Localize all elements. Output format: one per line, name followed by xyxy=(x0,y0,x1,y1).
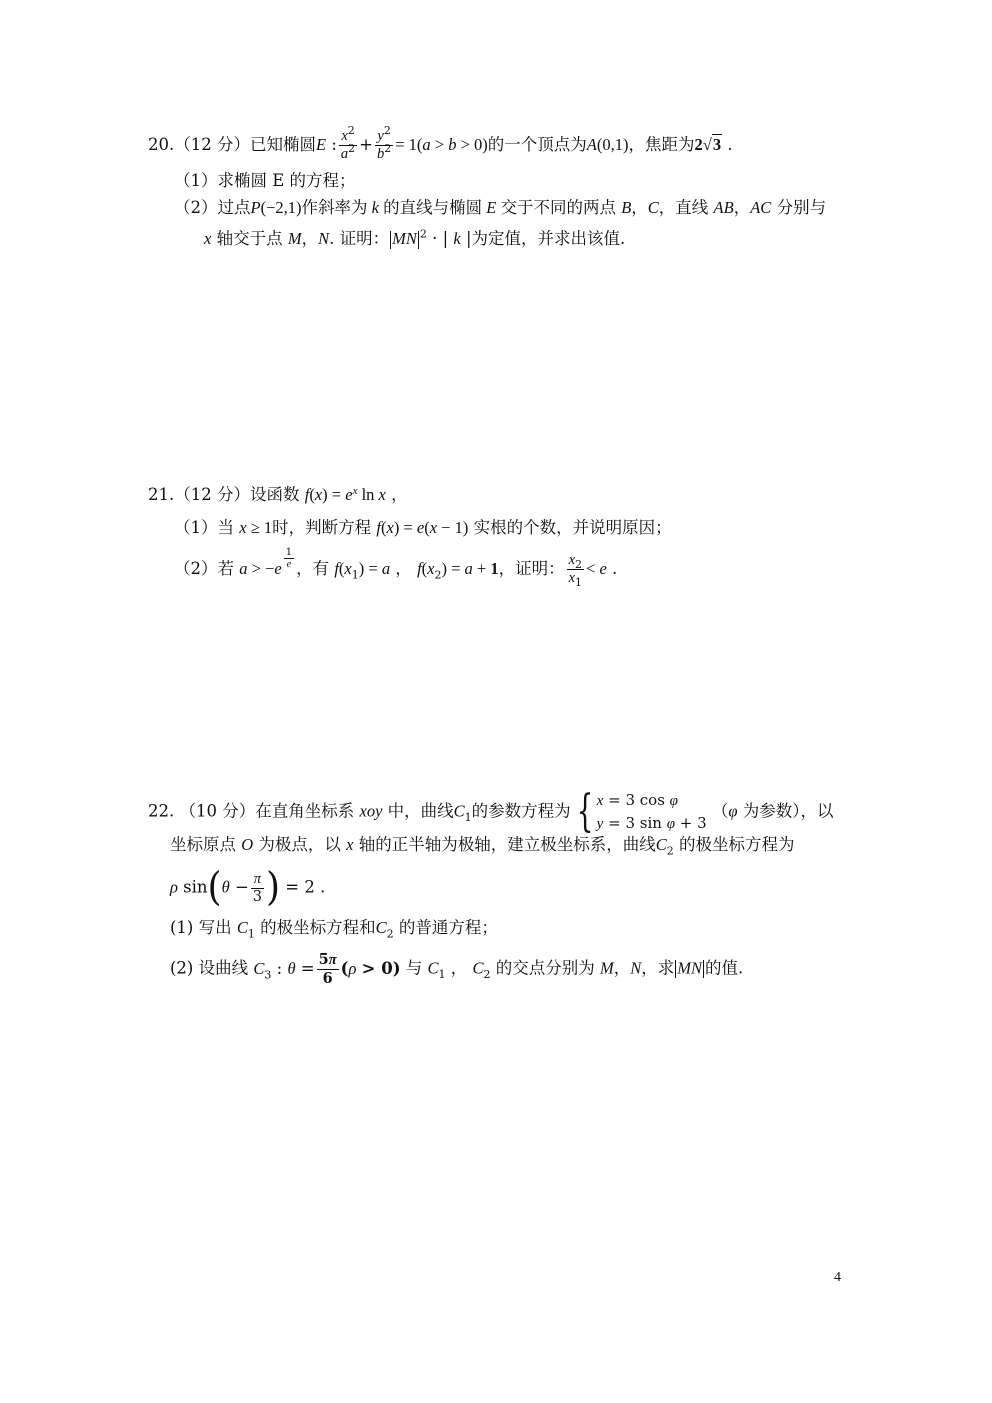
q22-polar-equation: ρ sin(θ − $\frac{\pi}{3}$ ) = 2 . xyxy=(170,864,326,910)
q22-part2-c: 的交点分别为 xyxy=(495,958,595,978)
f-x1: $f(x_1) = a$ xyxy=(334,559,391,582)
function-definition: $f(x) = e^x$ ln x xyxy=(304,484,386,504)
q21-number: 21. xyxy=(148,485,175,504)
q22-part1-b: 的极坐标方程和 xyxy=(260,918,376,937)
q20-part2-a: （2）过点 xyxy=(174,198,251,217)
q20-stem: 20.（12 分）已知椭圆E : $\frac{x^2}{a^2}$ + $\frac{y^2}{b^2}$ = 1(a > b > 0)的一个顶点为A(0,1)，焦距为2√3 . xyxy=(148,124,733,162)
q21-part1-a: （1）当 xyxy=(174,518,234,537)
q22-part2-d: ，求 xyxy=(641,958,675,978)
q22-stem-a: 在直角坐标系 xyxy=(255,801,355,821)
q20-part2-line2-c: 为定值，并求出该值. xyxy=(471,229,626,248)
q22-part2-b: 与 xyxy=(405,958,423,978)
q22-line2: 坐标原点 O 为极点，以 x 轴的正半轴为极轴，建立极坐标系，曲线$C_2$ 的极坐标方程为 xyxy=(170,835,795,858)
q22-part2: (2) 设曲线 $C_3$ : θ = $\frac{5\pi}{6}$ (ρ > 0) 与 $C_1$ ， $C_2$ 的交点分别为 M，N，求 MN 的值. xyxy=(170,951,744,987)
q21-part2-c: ，证明： xyxy=(498,559,565,578)
q21-stem-text: 设函数 xyxy=(250,485,300,504)
q21-part1-b: 时，判断方程 xyxy=(272,518,372,537)
condition-a: a > −e $^{\frac{1}{e}}$ xyxy=(239,547,293,578)
q22-line2-a: 坐标原点 xyxy=(170,835,236,854)
vertex-point: A(0,1) xyxy=(586,135,629,154)
point-p: P(−2,1) xyxy=(250,198,302,217)
q20-part2: （2）过点P(−2,1)作斜率为 k 的直线与椭圆 E 交于不同的两点 B，C，直线 AB，AC 分别与 xyxy=(174,198,827,217)
mn-expression: MN $^2$ · | k | xyxy=(392,227,472,248)
q22-part1: (1) 写出 $C_1$ 的极坐标方程和$C_2$ 的普通方程； xyxy=(170,918,498,941)
q22-part2-a: (2) 设曲线 xyxy=(170,958,249,978)
q20-part2-b: 作斜率为 xyxy=(301,198,368,217)
q21-part2-a: （2）若 xyxy=(174,559,234,578)
q21-score: （12 分） xyxy=(174,485,250,504)
q22-part1-c: 的普通方程； xyxy=(398,918,498,937)
q22-stem: 22. （10 分）在直角坐标系 xoy 中，曲线$C_1$的参数方程为 { x = 3 cos φ y = 3 sin φ + 3 （φ 为参数），以 xyxy=(148,786,834,837)
q20-stem-prefix: 已知椭圆 xyxy=(250,135,316,154)
focal-length: 2√3 xyxy=(694,135,722,154)
page-number: 4 xyxy=(834,1270,841,1285)
q20-part2-line2: x 轴交于点 M，N. 证明： MN $^2$ · | k |为定值，并求出该值. xyxy=(204,227,626,248)
f-x2: $f(x_2) = a + 1$ xyxy=(417,559,499,582)
q22-number: 22. xyxy=(148,801,175,821)
parametric-system: { x = 3 cos φ y = 3 sin φ + 3 xyxy=(576,786,707,837)
q20-part2-d: 交于不同的两点 xyxy=(500,198,616,217)
q20-number: 20. xyxy=(148,135,175,154)
q20-score: （12 分） xyxy=(174,135,250,154)
q20-stem-middle: 的一个顶点为 xyxy=(487,135,587,154)
q22-score: （10 分） xyxy=(179,801,256,821)
q20-part1-text: （1）求椭圆 E 的方程； xyxy=(174,171,356,190)
q20-part2-e: ，直线 xyxy=(658,198,709,217)
q20-part2-line2-a: 轴交于点 xyxy=(216,229,283,248)
q20-part2-line2-b: 证明： xyxy=(339,229,390,248)
q20-part2-f: 分别与 xyxy=(776,198,827,217)
q22-part1-a: (1) 写出 xyxy=(170,918,232,937)
q22-stem-b: 中，曲线 xyxy=(387,801,454,821)
q20-part1 xyxy=(174,169,356,193)
q21-stem: 21.（12 分）设函数 $f(x) = e^x$ ln x ， xyxy=(148,484,408,504)
ratio-inequality: $\frac{x_2}{x_1}$ < e xyxy=(568,552,607,589)
q20-stem-suffix: ，焦距为 xyxy=(628,135,695,154)
q21-part2-b: ，有 xyxy=(296,559,330,578)
q21-part2: （2）若 a > −e $^{\frac{1}{e}}$ ，有 $f(x_1) = a$ ， $f(x_2) = a + 1$，证明： $\frac{x_2}{x_1}$ < e . xyxy=(174,547,618,589)
q22-line2-d: 的极坐标方程为 xyxy=(679,835,795,854)
q22-line2-b: 为极点，以 xyxy=(258,835,341,854)
q22-line2-c: 轴的正半轴为极轴，建立极坐标系，曲线 xyxy=(358,835,656,854)
curve-c3: $C_3$ : θ = $\frac{5\pi}{6}$ (ρ > 0) xyxy=(253,951,401,987)
q22-stem-c: 的参数方程为 xyxy=(471,801,571,821)
q22-part2-e: 的值. xyxy=(705,958,744,978)
q22-stem-e: 为参数），以 xyxy=(742,801,834,821)
q20-part2-c: 的直线与椭圆 xyxy=(383,198,483,217)
equation-fx: f(x) = e(x − 1) xyxy=(376,518,469,537)
ellipse-equation: E : $\frac{x^2}{a^2}$ + $\frac{y^2}{b^2}$ = 1(a > b > 0) xyxy=(316,124,488,162)
q21-part1-c: 实根的个数，并说明原因； xyxy=(473,518,672,537)
q21-part1: （1）当 x ≥ 1时，判断方程 f(x) = e(x − 1) 实根的个数，并说明原因； xyxy=(174,518,672,537)
q22-stem-d: （ xyxy=(711,801,729,821)
